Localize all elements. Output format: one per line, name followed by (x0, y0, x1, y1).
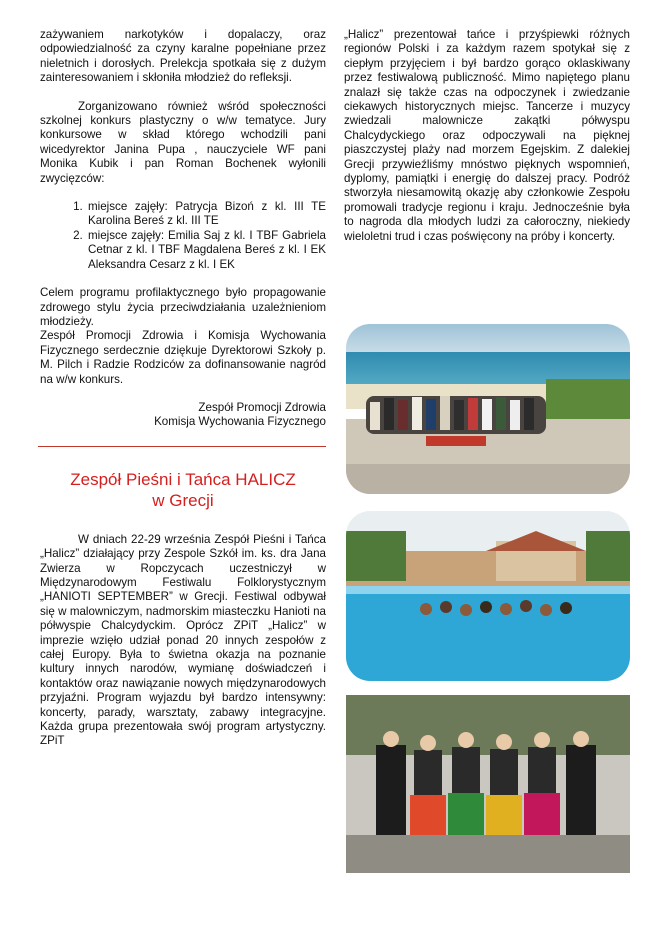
group-photo-terrace (346, 324, 630, 494)
heading-line: w Grecji (152, 490, 214, 510)
article-paragraph: W dniach 22-29 września Zespół Pieśni i Tańca „Halicz” działający przy Zespole Szkół im. ks. dra Jana Zwierza w Ropczycach uczestniczył w Międzynarodowym Festiwalu Folklorystycznym „HANIOTI SEPTEMBER” w Grecji. Festiwal odbywał się w malowniczym, nadmorskim miasteczku Hanioti na półwyspie Chalcydyckim. Oprócz ZPiT „Halicz” w imprezie wzięło udział ponad 20 innych zespołów z całej Europy. Była to świetna okazja na poznanie kultury innych narodów, wymianę doświadczeń i kontaktów oraz nawiązanie nowych międzynarodowych przyjaźni. Program wyjazdu był bardzo intensywny: koncerty, parady, warsztaty, zabawy integracyjne. Każda grupa prezentowała swój program artystyczny. ZPiT (40, 532, 326, 748)
article-heading (40, 469, 326, 511)
paragraph-contest: Zorganizowano również wśród społeczności szkolnej konkurs plastyczny o w/w tematyce. Jury konkursowe w skład którego wchodzili pani wicedyrektor Janina Pupa , nauczyciele WF pani Monika Kubik i pan Roman Bochenek wyłonili zwycięzców: (40, 99, 326, 185)
left-column (40, 28, 326, 749)
heading-line: Zespół Pieśni i Tańca HALICZ (70, 469, 296, 489)
group-in-pool-photo (346, 511, 630, 681)
signoff-line: Komisja Wychowania Fizycznego (154, 415, 326, 429)
paragraph-goal: Celem programu profilaktycznego było propagowanie zdrowego stylu życia przeciwdziałania uzależnieniom młodzieży. (40, 286, 326, 328)
article-paragraph: „Halicz” prezentował tańce i przyśpiewki różnych regionów Polski i za każdym razem spotykał się z ciepłym przyjęciem i był bardzo gorąco oklaskiwany przez festiwalową publiczność. Mimo napiętego planu znalazł się także czas na odpoczynek i zwiedzanie ciekawych historycznych miejsc. Tancerze i muzycy zwiedzali malownicze zakątki półwyspu Chalcydyckiego oraz odpoczywali na pięknej piaszczystej plaży nad morzem Egejskim. Z dalekiej Grecji przywieźliśmy mnóstwo pięknych wspomnień, dyplomy, pamiątki i energię do dalszej pracy. Podróż stworzyła niesamowitą okazję aby członkowie Zespołu promowali tradycje regionu i kraju. Jednocześnie była to nagroda dla młodych ludzi za całoroczny, niekiedy wieloletni trud i czas poświęcony na próby i koncerty. (344, 28, 630, 243)
paragraph-intro: zażywaniem narkotyków i dopalaczy, oraz odpowiedzialność za czyny karalne popełniane przez nieletnich i dorosłych. Prelekcja spotkała się z dużym zainteresowaniem i skłoniła młodzież do refleksji. (40, 28, 326, 85)
section-divider (38, 446, 326, 447)
right-column (344, 28, 630, 244)
list-item: 1. miejsce zajęły: Patrycja Bizoń z kl. III TE Karolina Bereś z kl. III TE (86, 200, 326, 229)
list-item: 2. miejsce zajęły: Emilia Saj z kl. I TBF Gabriela Cetnar z kl. I TBF Magdalena Bereś z kl. I EK Aleksandra Cesarz z kl. I EK (86, 229, 326, 272)
paragraph-thanks: Zespół Promocji Zdrowia i Komisja Wychowania Fizycznego serdecznie dziękuje Dyrektorowi Szkoły p. M. Pilch i Radzie Rodziców za dofinansowanie nagród na w/w konkurs. (40, 329, 326, 386)
winners-list (40, 200, 326, 272)
signoff-line: Zespół Promocji Zdrowia (198, 400, 326, 414)
signoff (40, 401, 326, 430)
folk-dancers-photo (346, 695, 630, 873)
